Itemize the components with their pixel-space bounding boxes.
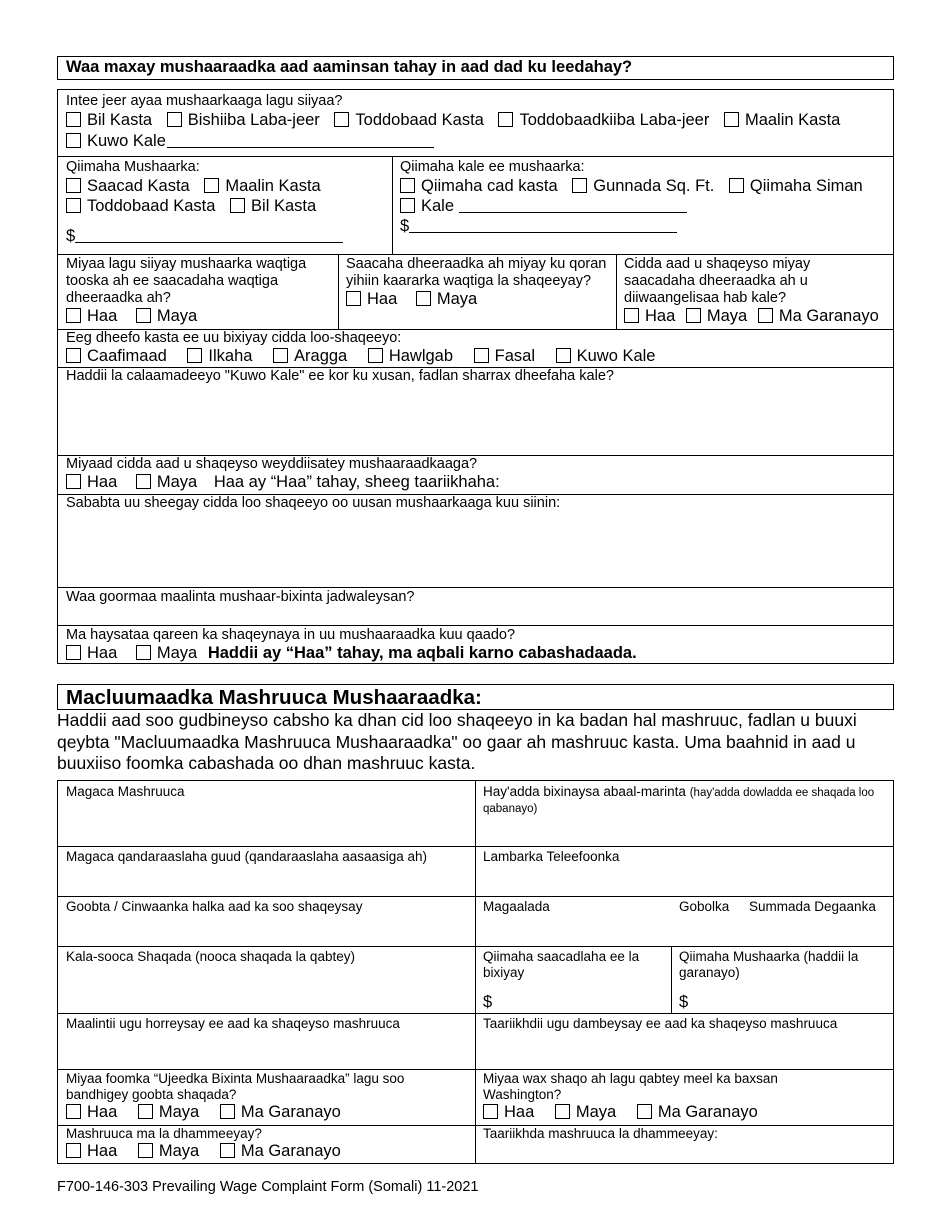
checkbox[interactable] bbox=[204, 178, 219, 193]
asked-employer-no[interactable]: Maya bbox=[136, 473, 197, 491]
overtime-q3-unsure[interactable]: Ma Garanayo bbox=[758, 307, 879, 325]
checkbox[interactable] bbox=[555, 1104, 570, 1119]
overtime-q3-yes[interactable]: Haa bbox=[624, 307, 675, 325]
checkbox[interactable] bbox=[136, 474, 151, 489]
benefits-label: Eeg dheefo kasta ee uu bixiyay cidda loo-shaqeeyo: bbox=[66, 330, 402, 346]
asked-employer-yes[interactable]: Haa bbox=[66, 473, 117, 491]
completed-yes[interactable]: Haa bbox=[66, 1142, 117, 1160]
completion-date-field[interactable] bbox=[475, 1125, 893, 1163]
checkbox[interactable] bbox=[66, 133, 81, 148]
intent-posted-row bbox=[58, 1069, 475, 1125]
overtime-q1-no[interactable]: Maya bbox=[136, 307, 197, 325]
awarding-agency-label: Hay'adda bixinaysa abaal-marinta bbox=[483, 784, 686, 799]
currency-symbol: $ bbox=[66, 227, 76, 245]
checkbox[interactable] bbox=[220, 1143, 235, 1158]
project-section-intro: Haddii aad soo gudbineyso cabsho ka dhan cid loo shaqeeyo in ka badan hal mashruuc, fadlan u buuxi qeybta "Macluumaadka Mashruuca Mushaaraadka" oo gaar ah mashruuc kasta. Uma baahnid in aad u buuxiiso foomka cabashada oo dhan mashruuc kasta. bbox=[57, 710, 857, 773]
completed-unsure[interactable]: Ma Garanayo bbox=[220, 1142, 341, 1160]
asked-employer-note: Haa ay “Haa” tahay, sheeg taariikhaha: bbox=[213, 473, 500, 491]
zip-label: Summada Degaanka bbox=[749, 899, 876, 914]
county-label: Gobolka bbox=[679, 899, 730, 914]
trade-label: Kala-sooca Shaqada (nooca shaqada la qabtey) bbox=[66, 949, 355, 964]
outside-wa-unsure[interactable]: Ma Garanayo bbox=[637, 1103, 758, 1121]
other-rate-option-flat[interactable]: Qiimaha Siman bbox=[729, 177, 863, 195]
awarding-agency-note: (hay'adda dowladda ee shaqada loo qabanayo) bbox=[483, 787, 875, 815]
city-county-zip-field[interactable] bbox=[475, 896, 893, 946]
checkbox[interactable] bbox=[346, 291, 361, 306]
checkbox[interactable] bbox=[66, 112, 81, 127]
project-section-heading bbox=[57, 684, 894, 710]
general-contractor-label: Magaca qandaraaslaha guud (qandaraaslaha aasaasiga ah) bbox=[66, 849, 428, 864]
checkbox[interactable] bbox=[368, 348, 383, 363]
checkbox[interactable] bbox=[66, 198, 81, 213]
pay-frequency-row bbox=[58, 90, 893, 156]
outside-wa-row bbox=[475, 1069, 893, 1125]
outside-wa-no[interactable]: Maya bbox=[555, 1103, 616, 1121]
checkbox[interactable] bbox=[637, 1104, 652, 1119]
overtime-q2-no[interactable]: Maya bbox=[416, 290, 477, 308]
benefit-dental[interactable]: Ilkaha bbox=[187, 347, 252, 365]
checkbox[interactable] bbox=[66, 474, 81, 489]
prevailing-rate-field[interactable] bbox=[671, 946, 893, 1013]
checkbox[interactable] bbox=[724, 112, 739, 127]
other-rate-option-piece[interactable]: Qiimaha cad kasta bbox=[400, 177, 558, 195]
checkbox[interactable] bbox=[483, 1104, 498, 1119]
section-title bbox=[57, 56, 894, 80]
rate-option-weekly[interactable]: Toddobaad Kasta bbox=[66, 197, 215, 215]
other-rate-option-other[interactable]: Kale bbox=[400, 197, 687, 215]
benefit-vision[interactable]: Aragga bbox=[273, 347, 347, 365]
attorney-yes[interactable]: Haa bbox=[66, 644, 117, 662]
pay-freq-option-monthly[interactable]: Bil Kasta bbox=[66, 111, 152, 129]
first-day-label: Maalintii ugu horreysay ee aad ka shaqeyso mashruuca bbox=[66, 1016, 400, 1031]
overtime-q2 bbox=[338, 254, 616, 329]
overtime-q1 bbox=[58, 254, 338, 329]
pay-freq-option-daily[interactable]: Maalin Kasta bbox=[724, 111, 840, 129]
attorney-row bbox=[58, 625, 893, 663]
checkbox[interactable] bbox=[686, 308, 701, 323]
checkbox[interactable] bbox=[187, 348, 202, 363]
project-section-heading-text: Macluumaadka Mashruuca Mushaaraadka: bbox=[66, 686, 482, 709]
intent-posted-yes[interactable]: Haa bbox=[66, 1103, 117, 1121]
checkbox[interactable] bbox=[66, 178, 81, 193]
prevailing-rate-label: Qiimaha Mushaarka (haddii la garanayo) bbox=[679, 949, 859, 980]
benefit-pension[interactable]: Hawlgab bbox=[368, 347, 453, 365]
other-rate-option-sqft[interactable]: Gunnada Sq. Ft. bbox=[572, 177, 714, 195]
checkbox[interactable] bbox=[66, 1104, 81, 1119]
checkbox[interactable] bbox=[138, 1104, 153, 1119]
last-day-field[interactable] bbox=[475, 1013, 893, 1069]
attorney-label: Ma haysataa qareen ka shaqeynaya in uu mushaaraadka kuu qaado? bbox=[66, 627, 516, 643]
intent-posted-no[interactable]: Maya bbox=[138, 1103, 199, 1121]
checkbox[interactable] bbox=[416, 291, 431, 306]
section-title-text: Waa maxay mushaaraadka aad aaminsan tahay in aad dad ku leedahay? bbox=[66, 58, 633, 76]
asked-employer-row bbox=[58, 455, 893, 494]
overtime-q3-no[interactable]: Maya bbox=[686, 307, 747, 325]
other-rate-amount-input[interactable] bbox=[409, 218, 677, 233]
checkbox[interactable] bbox=[572, 178, 587, 193]
city-label: Magaalada bbox=[483, 899, 550, 914]
overtime-q1-text: Miyaa lagu siiyay mushaarka waqtiga tooska ah ee saacadaha waqtiga dheeraadka ah? bbox=[66, 256, 307, 306]
checkbox[interactable] bbox=[498, 112, 513, 127]
checkbox[interactable] bbox=[334, 112, 349, 127]
overtime-q3 bbox=[616, 254, 893, 329]
other-rate-other-input[interactable] bbox=[459, 198, 687, 213]
other-benefits-label: Haddii la calaamadeeyo "Kuwo Kale" ee kor ku xusan, fadlan sharrax dheefaha kale? bbox=[66, 368, 614, 384]
general-contractor-field[interactable] bbox=[58, 846, 475, 896]
checkbox[interactable] bbox=[136, 308, 151, 323]
checkbox[interactable] bbox=[66, 645, 81, 660]
asked-employer-label: Miyaad cidda aad u shaqeyso weyddiisatey mushaaraadkaaga? bbox=[66, 456, 478, 472]
completed-label: Mashruuca ma la dhammeeyay? bbox=[66, 1126, 262, 1141]
wage-amount-input[interactable] bbox=[75, 228, 343, 243]
checkbox[interactable] bbox=[220, 1104, 235, 1119]
benefit-vacation[interactable]: Fasal bbox=[474, 347, 535, 365]
reason-field[interactable] bbox=[58, 494, 893, 587]
outside-wa-label: Miyaa wax shaqo ah lagu qabtey meel ka baxsan Washington? bbox=[483, 1071, 778, 1102]
intent-posted-label: Miyaa foomka “Ujeedka Bixinta Mushaaraadka” lagu soo bandhigey goobta shaqada? bbox=[66, 1071, 405, 1102]
other-rate-label: Qiimaha kale ee mushaarka: bbox=[400, 159, 585, 175]
trade-field[interactable] bbox=[58, 946, 475, 1013]
pay-freq-other-input[interactable] bbox=[167, 133, 434, 148]
outside-wa-yes[interactable]: Haa bbox=[483, 1103, 534, 1121]
project-name-field[interactable] bbox=[58, 781, 475, 846]
rate-option-daily[interactable]: Maalin Kasta bbox=[204, 177, 320, 195]
currency-symbol: $ bbox=[483, 993, 493, 1011]
form-footer: F700-146-303 Prevailing Wage Complaint Form (Somali) 11-2021 bbox=[57, 1179, 479, 1195]
checkbox[interactable] bbox=[136, 645, 151, 660]
hourly-paid-field[interactable] bbox=[475, 946, 671, 1013]
intent-posted-unsure[interactable]: Ma Garanayo bbox=[220, 1103, 341, 1121]
checkbox[interactable] bbox=[400, 178, 415, 193]
reason-label: Sababta uu sheegay cidda loo shaqeeyo oo uusan mushaarkaaga kuu siinin: bbox=[66, 495, 561, 511]
pay-freq-option-biweekly[interactable]: Toddobaadkiiba Laba-jeer bbox=[498, 111, 709, 129]
overtime-q2-text: Saacaha dheeraadka ah miyay ku qoran yihiin kaararka waqtiga la shaqeeyay? bbox=[346, 256, 607, 289]
wage-rate-cell bbox=[58, 156, 392, 254]
checkbox[interactable] bbox=[758, 308, 773, 323]
benefits-row bbox=[58, 329, 893, 367]
benefit-other[interactable]: Kuwo Kale bbox=[556, 347, 656, 365]
phone-field[interactable] bbox=[475, 846, 893, 896]
job-location-field[interactable] bbox=[58, 896, 475, 946]
checkbox[interactable] bbox=[138, 1143, 153, 1158]
currency-symbol: $ bbox=[400, 217, 410, 235]
completed-no[interactable]: Maya bbox=[138, 1142, 199, 1160]
attorney-no[interactable]: Maya bbox=[136, 644, 197, 662]
benefit-medical[interactable]: Caafimaad bbox=[66, 347, 167, 365]
last-day-label: Taariikhdii ugu dambeysay ee aad ka shaqeyso mashruuca bbox=[483, 1016, 838, 1031]
payday-label: Waa goormaa maalinta mushaar-bixinta jadwaleysan? bbox=[66, 589, 415, 605]
pay-freq-option-other[interactable]: Kuwo Kale bbox=[66, 132, 434, 150]
attorney-note: Haddii ay “Haa” tahay, ma aqbali karno cabashadaada. bbox=[207, 644, 637, 662]
completion-date-label: Taariikhda mashruuca la dhammeeyay: bbox=[483, 1126, 718, 1141]
other-benefits-field[interactable] bbox=[58, 367, 893, 455]
overtime-q2-yes[interactable]: Haa bbox=[346, 290, 397, 308]
hourly-paid-label: Qiimaha saacadlaha ee la bixiyay bbox=[483, 949, 640, 980]
pay-frequency-label: Intee jeer ayaa mushaarkaaga lagu siiyaa? bbox=[66, 93, 343, 109]
overtime-q3-text: Cidda aad u shaqeyso miyay saacadaha dheeraadka ah u diiwaangelisaa hab kale? bbox=[624, 256, 811, 306]
awarding-agency-field[interactable] bbox=[475, 781, 893, 846]
checkbox[interactable] bbox=[474, 348, 489, 363]
payday-field[interactable] bbox=[58, 587, 893, 625]
completed-row bbox=[58, 1125, 475, 1163]
checkbox[interactable] bbox=[66, 308, 81, 323]
project-name-label: Magaca Mashruuca bbox=[66, 784, 185, 799]
project-table bbox=[57, 780, 894, 1164]
checkbox[interactable] bbox=[167, 112, 182, 127]
currency-symbol: $ bbox=[679, 993, 689, 1011]
rate-option-monthly[interactable]: Bil Kasta bbox=[230, 197, 316, 215]
wage-form bbox=[57, 89, 894, 664]
checkbox[interactable] bbox=[66, 348, 81, 363]
checkbox[interactable] bbox=[624, 308, 639, 323]
pay-freq-option-semimonthly[interactable]: Bishiiba Laba-jeer bbox=[167, 111, 320, 129]
phone-label: Lambarka Teleefoonka bbox=[483, 849, 620, 864]
checkbox[interactable] bbox=[729, 178, 744, 193]
checkbox[interactable] bbox=[66, 1143, 81, 1158]
rate-option-hourly[interactable]: Saacad Kasta bbox=[66, 177, 190, 195]
checkbox[interactable] bbox=[400, 198, 415, 213]
checkbox[interactable] bbox=[556, 348, 571, 363]
overtime-q1-yes[interactable]: Haa bbox=[66, 307, 117, 325]
job-location-label: Goobta / Cinwaanka halka aad ka soo shaqeysay bbox=[66, 899, 363, 914]
pay-freq-option-weekly[interactable]: Toddobaad Kasta bbox=[334, 111, 483, 129]
first-day-field[interactable] bbox=[58, 1013, 475, 1069]
checkbox[interactable] bbox=[273, 348, 288, 363]
wage-rate-label: Qiimaha Mushaarka: bbox=[66, 159, 200, 175]
checkbox[interactable] bbox=[230, 198, 245, 213]
other-rate-cell bbox=[392, 156, 893, 254]
